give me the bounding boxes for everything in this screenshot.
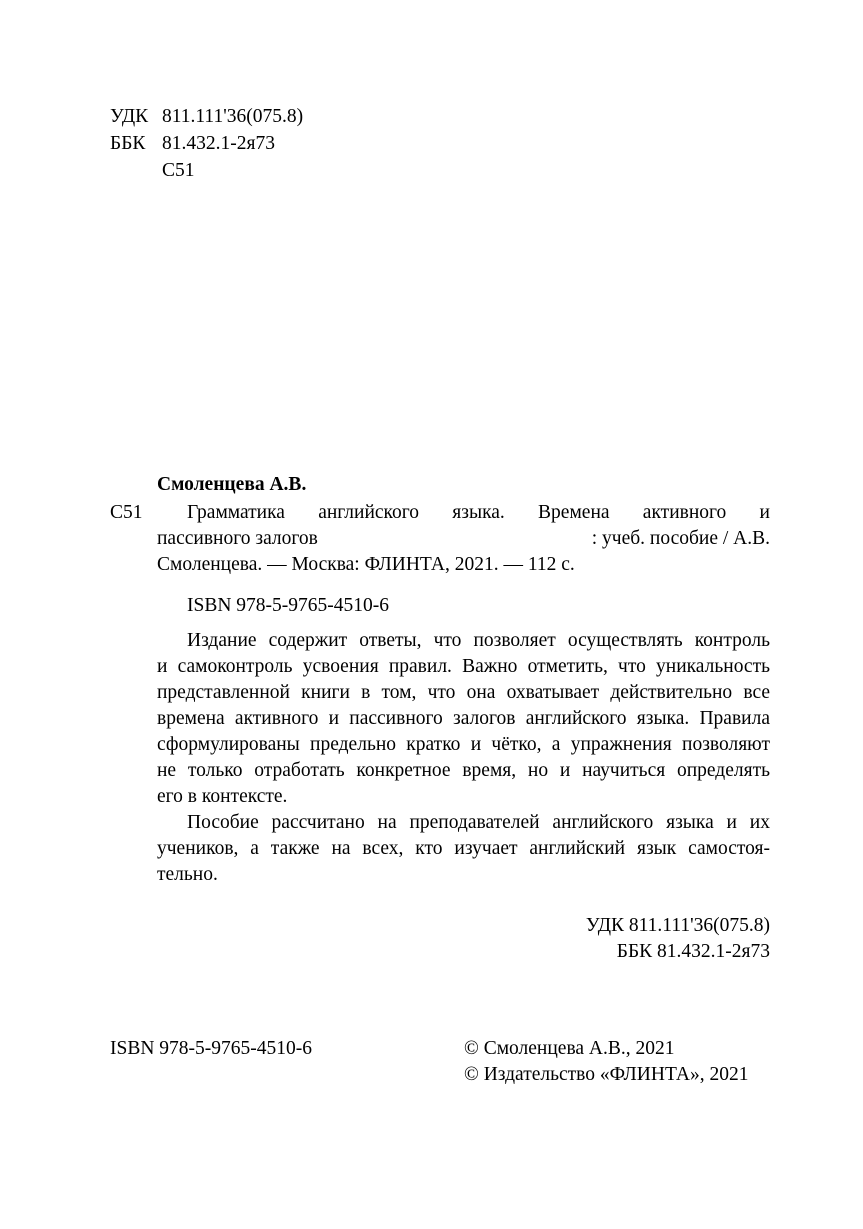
annotation-line: Издание содержит ответы, что позволяет осуществлять контроль [187, 630, 770, 651]
annotation-line: Пособие рассчитано на преподавателей английского языка и их [187, 812, 770, 833]
annotation-line: его в контексте. [157, 786, 288, 807]
udk-value: 811.111'36(075.8) [162, 106, 304, 127]
footer-bbk: ББК 81.432.1-2я73 [616, 941, 770, 962]
copyright-author: © Смоленцева А.В., 2021 [464, 1038, 675, 1059]
header-author-mark: С51 [162, 160, 195, 181]
annotation-line: представленной книги в том, что она охватывает действительно все [157, 682, 770, 703]
annotation-line: и самоконтроль усвоения правил. Важно отметить, что уникальность [157, 656, 770, 677]
udk-label: УДК [110, 106, 149, 127]
record-author-mark: С51 [110, 502, 143, 523]
record-isbn: ISBN 978-5-9765-4510-6 [187, 595, 390, 616]
record-author: Смоленцева А.В. [157, 474, 307, 495]
bbk-value: 81.432.1-2я73 [162, 133, 275, 154]
copyright-publisher: © Издательство «ФЛИНТА», 2021 [464, 1064, 749, 1085]
annotation-line: не только отработать конкретное время, но и научиться определять [157, 760, 770, 781]
record-title-line-2a: пассивного залогов [157, 528, 318, 549]
record-title-line-3: Смоленцева. — Москва: ФЛИНТА, 2021. — 112 с. [157, 554, 575, 575]
record-title-line-2b: : учеб. пособие / А.В. [591, 528, 770, 549]
bbk-line [110, 133, 275, 155]
bbk-label: ББК [110, 133, 146, 154]
annotation-line: учеников, а также на всех, кто изучает английский язык самостоя- [157, 838, 770, 859]
annotation-line: сформулированы предельно кратко и чётко, а упражнения позволяют [157, 734, 770, 755]
annotation-line: времена активного и пассивного залогов английского языка. Правила [157, 708, 770, 729]
footer-isbn: ISBN 978-5-9765-4510-6 [110, 1038, 313, 1059]
record-title-line-1: Грамматика английского языка. Времена активного и [187, 502, 770, 523]
udk-line [110, 106, 303, 128]
footer-udk: УДК 811.111'36(075.8) [585, 915, 770, 936]
annotation-line: тельно. [157, 864, 218, 885]
